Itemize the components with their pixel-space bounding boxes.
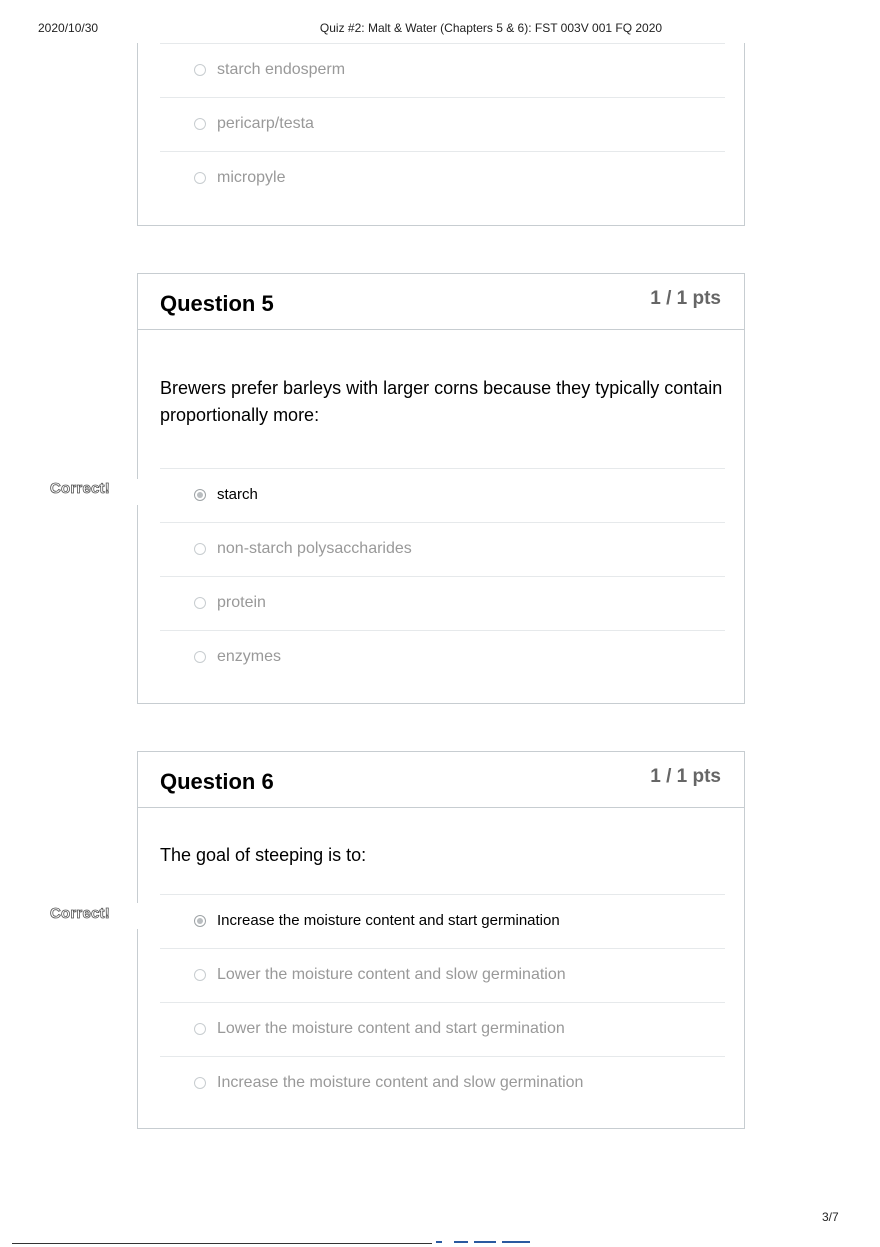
answer-option[interactable] [160,576,725,630]
print-page-title: Quiz #2: Malt & Water (Chapters 5 & 6): FST 003V 001 FQ 2020 [319,21,663,35]
print-date: 2020/10/30 [38,21,99,35]
answer-label: Lower the moisture content and start germination [217,1020,565,1037]
answer-option[interactable] [160,1056,725,1110]
question-4-card [137,43,745,226]
answer-label: non-starch polysaccharides [217,540,412,557]
tag-gap [137,479,138,505]
answer-option[interactable] [160,468,725,522]
radio-button[interactable] [194,172,206,184]
answer-option[interactable] [160,522,725,576]
question-points: 1 / 1 pts [650,288,721,309]
question-text: The goal of steeping is to: [160,845,367,865]
answer-label: starch endosperm [217,61,346,78]
radio-button[interactable] [194,543,206,555]
answer-label: pericarp/testa [217,115,314,132]
answer-label: starch [217,486,258,503]
answer-option[interactable] [160,151,725,205]
question-4-answers [160,43,725,205]
question-6-answers [160,894,725,1110]
tag-gap [137,903,138,929]
page-number: 3/7 [822,1210,839,1224]
question-title: Question 6 [160,769,274,794]
radio-button[interactable] [194,597,206,609]
question-5-header [138,274,744,330]
question-6-header [138,752,744,808]
answer-label: Lower the moisture content and slow germination [217,966,566,983]
radio-button[interactable] [194,915,206,927]
correct-tag: Correct! [50,480,110,497]
answer-label: protein [217,594,266,611]
question-6-card [137,751,745,1129]
answer-option[interactable] [160,97,725,151]
radio-button[interactable] [194,64,206,76]
answer-option[interactable] [160,894,725,948]
correct-tag: Correct! [50,905,110,922]
radio-button[interactable] [194,118,206,130]
answer-label: Increase the moisture content and slow germination [217,1074,584,1091]
footer-divider [12,1243,432,1244]
answer-label: micropyle [217,169,286,186]
radio-button[interactable] [194,969,206,981]
answer-label: Increase the moisture content and start germination [217,912,560,929]
radio-button[interactable] [194,1077,206,1089]
question-5-card [137,273,745,704]
answer-option[interactable] [160,1002,725,1056]
answer-label: enzymes [217,648,282,665]
answer-option[interactable] [160,43,725,97]
footer-marks [436,1240,536,1244]
answer-option[interactable] [160,630,725,684]
radio-button[interactable] [194,1023,206,1035]
question-title: Question 5 [160,291,274,316]
question-points: 1 / 1 pts [650,766,721,787]
radio-button[interactable] [194,489,206,501]
question-text: Brewers prefer barleys with larger corns because they typically contain proportionally more: [160,378,723,425]
radio-button[interactable] [194,651,206,663]
question-5-answers [160,468,725,684]
answer-option[interactable] [160,948,725,1002]
